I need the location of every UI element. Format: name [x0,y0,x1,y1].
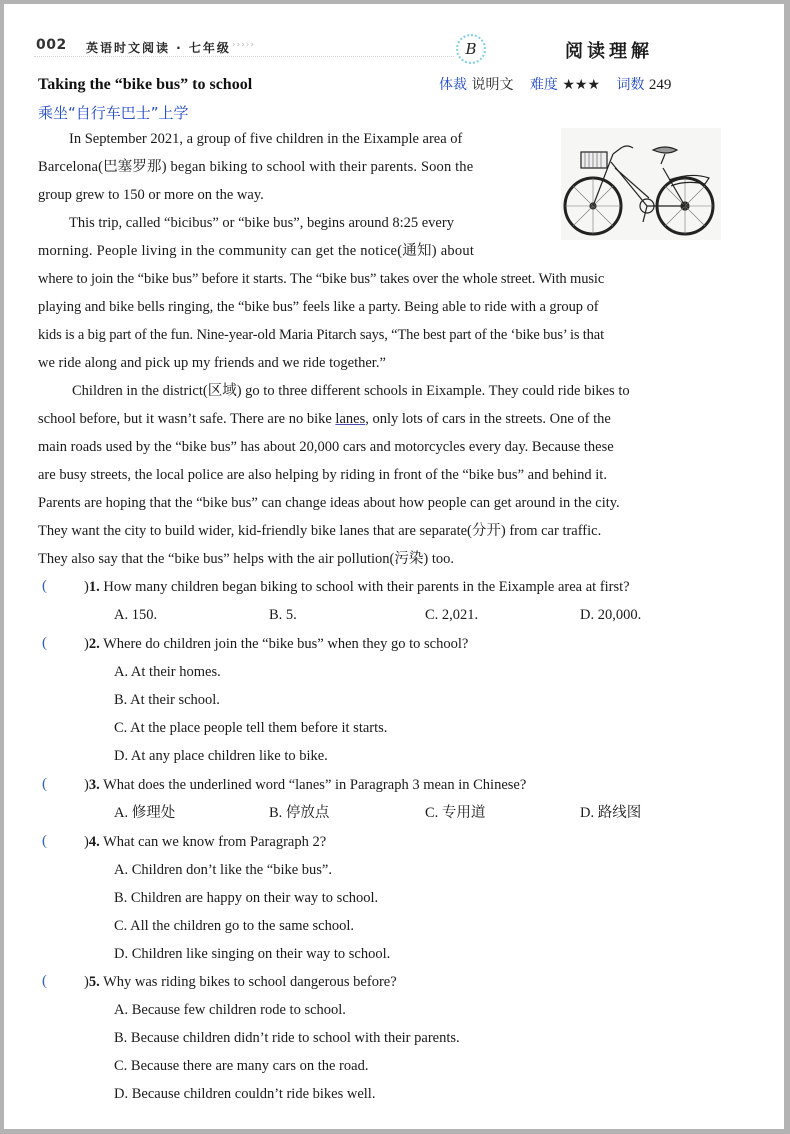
article-line: playing and bike bells ringing, the “bike bus” feels like a party. Being able to ride with a group of [38,299,599,315]
answer-paren-close: ) [84,834,89,850]
article-line: Barcelona(巴塞罗那) began biking to school with their parents. Soon the [38,159,474,175]
option-b[interactable]: B. Children are happy on their way to school. [114,890,379,906]
article-line-text: , only lots of cars in the streets. One of the [365,411,611,427]
book-title: 英语时文阅读 · 七年级 [86,41,231,55]
answer-blank[interactable]: ( [42,776,47,792]
option-a[interactable]: A. At their homes. [114,664,221,680]
genre-value: 说明文 [471,77,514,93]
option-d[interactable]: D. 路线图 [580,805,642,821]
question-text: Where do children join the “bike bus” when they go to school? [103,636,469,652]
word-count-label: 词数 [616,77,645,93]
genre-label: 体裁 [439,77,467,93]
question-number: 5. [88,974,100,990]
bicycle-icon [561,128,721,240]
answer-paren-close: ) [84,777,89,793]
answer-blank[interactable]: ( [42,578,47,594]
option-c[interactable]: C. 专用道 [425,805,486,821]
question-text: What can we know from Paragraph 2? [103,834,327,850]
question-stem [84,833,326,851]
answer-blank[interactable]: ( [42,833,47,849]
workbook-page [4,4,784,1129]
option-c[interactable]: C. Because there are many cars on the road. [114,1058,369,1074]
question-stem [84,578,630,596]
option-b[interactable]: B. Because children didn’t ride to school with their parents. [114,1030,460,1046]
option-c[interactable]: C. All the children go to the same school. [114,918,355,934]
option-a[interactable]: A. 150. [114,607,158,623]
question-text: How many children began biking to school with their parents in the Eixample area at first? [103,579,630,595]
answer-paren-close: ) [84,636,89,652]
section-badge-letter: B [465,40,477,58]
article-line: main roads used by the “bike bus” has about 20,000 cars and motorcycles every day. Because these [38,439,614,455]
page-number: 002 [36,37,67,53]
option-d[interactable]: D. Because children couldn’t ride bikes well. [114,1086,376,1102]
question-number: 3. [88,777,100,793]
question-stem [84,635,468,653]
question-number: 1. [88,579,100,595]
answer-paren-close: ) [84,579,89,595]
section-badge-icon [456,34,486,64]
article-line: are busy streets, the local police are also helping by riding in front of the “bike bus” and behind it. [38,467,607,483]
article-line: This trip, called “bicibus” or “bike bus”, begins around 8:25 every [69,215,454,231]
option-a[interactable]: A. 修理处 [114,805,176,821]
option-d[interactable]: D. Children like singing on their way to school. [114,946,391,962]
option-d[interactable]: D. At any place children like to bike. [114,748,328,764]
question-stem [84,973,397,991]
difficulty-label: 难度 [529,77,558,93]
bicycle-illustration [561,128,721,240]
article-line [38,410,611,428]
question-number: 4. [88,834,100,850]
section-title: 阅读理解 [565,41,653,62]
article-line: kids is a big part of the fun. Nine-year-old Maria Pitarch says, “The best part of the ‘bike bus’ is that [38,327,604,343]
article-line: Parents are hoping that the “bike bus” can change ideas about how people can get around in the city. [38,495,620,511]
header-divider [34,56,454,57]
article-line: where to join the “bike bus” before it starts. The “bike bus” takes over the whole street. With music [38,271,605,287]
option-b[interactable]: B. 5. [269,607,297,623]
article-line-text: school before, but it wasn’t safe. There are no bike [38,411,336,427]
option-b[interactable]: B. At their school. [114,692,220,708]
article-title-en: Taking the “bike bus” to school [38,76,253,93]
decor-arrows-icon: ››››› [232,40,255,50]
question-text: What does the underlined word “lanes” in Paragraph 3 mean in Chinese? [103,777,527,793]
option-c[interactable]: C. At the place people tell them before it starts. [114,720,388,736]
difficulty-stars-icon: ★★★ [562,77,601,93]
article-line: we ride along and pick up my friends and we ride together.” [38,355,386,371]
article-line: They want the city to build wider, kid-friendly bike lanes that are separate(分开) from car traffic. [38,523,602,539]
option-a[interactable]: A. Children don’t like the “bike bus”. [114,862,332,878]
underlined-word-lanes: lanes [335,411,366,427]
article-line: morning. People living in the community can get the notice(通知) about [38,243,475,259]
question-number: 2. [88,636,100,652]
question-stem [84,776,526,794]
option-b[interactable]: B. 停放点 [269,805,330,821]
article-line: In September 2021, a group of five children in the Eixample area of [69,131,463,147]
word-count-value: 249 [648,77,672,93]
answer-blank[interactable]: ( [42,635,47,651]
option-c[interactable]: C. 2,021. [425,607,479,623]
question-text: Why was riding bikes to school dangerous before? [103,974,397,990]
answer-paren-close: ) [84,974,89,990]
option-a[interactable]: A. Because few children rode to school. [114,1002,346,1018]
article-line: group grew to 150 or more on the way. [38,187,264,203]
article-title-cn: 乘坐“自行车巴士”上学 [38,104,189,122]
answer-blank[interactable]: ( [42,973,47,989]
article-line: Children in the district(区域) go to three different schools in Eixample. They could ride bikes to [72,383,630,399]
article-line: They also say that the “bike bus” helps with the air pollution(污染) too. [38,551,454,567]
option-d[interactable]: D. 20,000. [580,607,642,623]
article-meta [439,74,671,94]
